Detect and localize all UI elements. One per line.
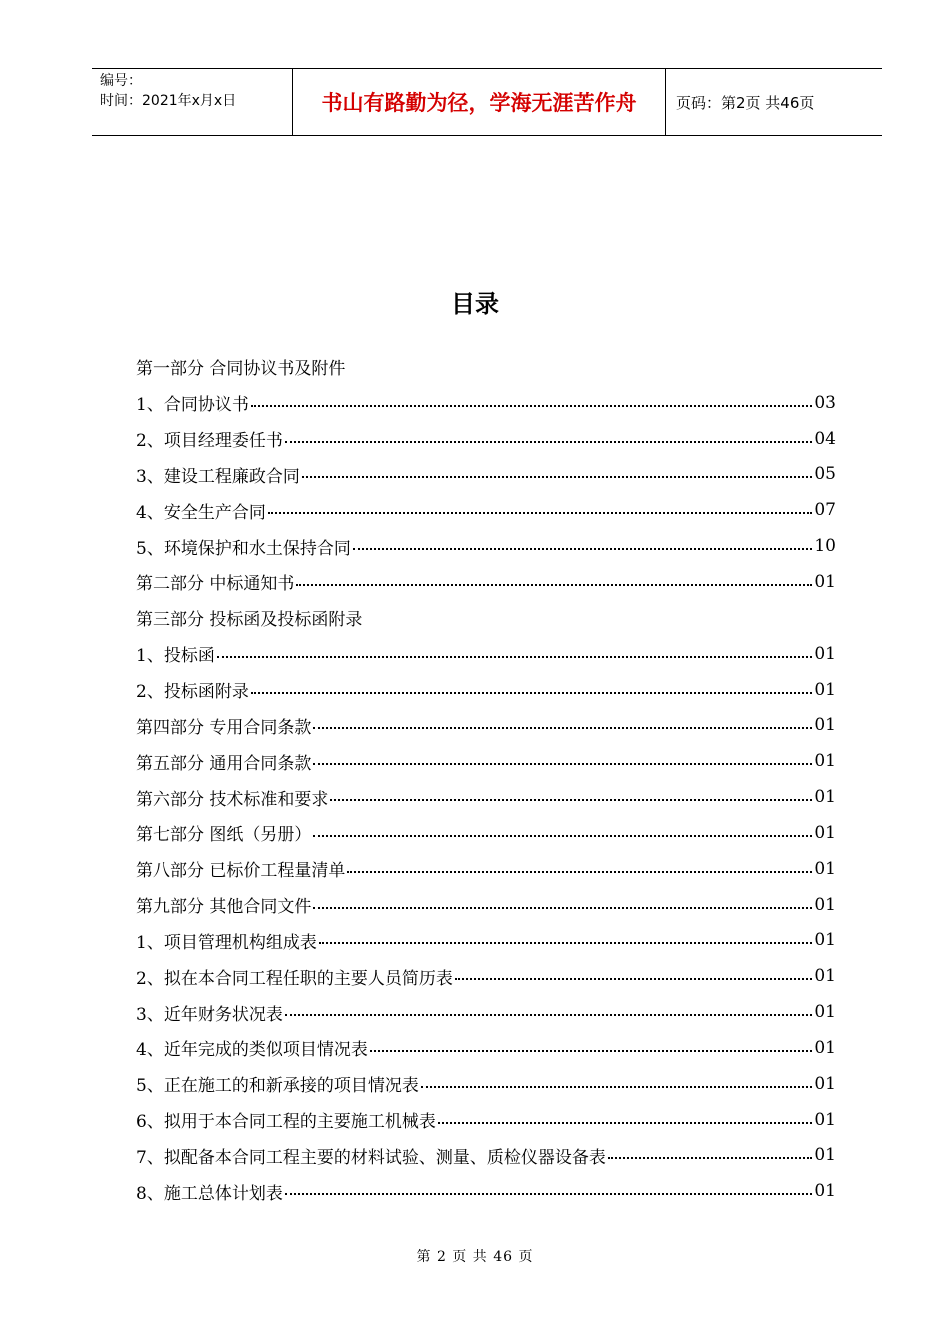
toc-entry-label: 7、拟配备本合同工程主要的材料试验、测量、质检仪器设备表 bbox=[136, 1147, 606, 1168]
toc-entry-label: 8、施工总体计划表 bbox=[136, 1183, 283, 1204]
toc-entry-page: 01 bbox=[814, 894, 836, 915]
toc-entry-label: 第三部分 投标函及投标函附录 bbox=[136, 610, 363, 631]
toc-entry-page: 01 bbox=[814, 643, 836, 664]
header-motto: 书山有路勤为径，学海无涯苦作舟 bbox=[293, 69, 666, 135]
toc-entry-label: 2、拟在本合同工程任职的主要人员简历表 bbox=[136, 968, 453, 989]
header-page-info: 页码：第2页 共46页 bbox=[676, 93, 815, 112]
toc-entry-label: 第四部分 专用合同条款 bbox=[136, 717, 312, 738]
toc-entry-label: 2、项目经理委任书 bbox=[136, 431, 283, 452]
toc-entry-page: 01 bbox=[814, 1037, 836, 1058]
time-label: 时间：2021年x月x日 bbox=[100, 93, 237, 109]
toc-leader-dots bbox=[608, 1157, 813, 1159]
toc-entry-label: 1、合同协议书 bbox=[136, 395, 249, 416]
toc-entry[interactable] bbox=[136, 743, 836, 779]
toc-entry-page: 01 bbox=[814, 1145, 836, 1166]
toc-entry-page: 01 bbox=[814, 751, 836, 772]
toc-leader-dots bbox=[313, 835, 812, 837]
toc-entry-page: 10 bbox=[814, 536, 836, 557]
toc-entry-page: 01 bbox=[814, 1073, 836, 1094]
toc-leader-dots bbox=[438, 1122, 813, 1124]
toc-entry-page: 01 bbox=[814, 930, 836, 951]
toc-entry[interactable] bbox=[136, 528, 836, 564]
toc-leader-dots bbox=[285, 1193, 813, 1195]
toc-leader-dots bbox=[313, 907, 812, 909]
toc-entry[interactable] bbox=[136, 421, 836, 457]
toc-leader-dots bbox=[421, 1086, 813, 1088]
toc-leader-dots bbox=[268, 512, 813, 514]
page-header bbox=[92, 68, 882, 136]
toc-entry[interactable] bbox=[136, 385, 836, 421]
toc-leader-dots bbox=[217, 656, 813, 658]
toc-leader-dots bbox=[296, 584, 812, 586]
toc-entry[interactable] bbox=[136, 923, 836, 959]
toc-entry-label: 2、投标函附录 bbox=[136, 682, 249, 703]
toc-entry-page: 01 bbox=[814, 571, 836, 592]
toc-entry-label: 1、投标函 bbox=[136, 646, 215, 667]
toc-entry-label: 4、安全生产合同 bbox=[136, 502, 266, 523]
toc-entry-page: 07 bbox=[814, 500, 836, 521]
toc-entry[interactable] bbox=[136, 779, 836, 815]
toc-entry[interactable] bbox=[136, 707, 836, 743]
toc-leader-dots bbox=[455, 978, 813, 980]
toc-entry[interactable] bbox=[136, 958, 836, 994]
toc-entry-page: 01 bbox=[814, 1002, 836, 1023]
toc-entry-label: 1、项目管理机构组成表 bbox=[136, 932, 317, 953]
toc-leader-dots bbox=[251, 405, 813, 407]
toc-entry-page: 01 bbox=[814, 1109, 836, 1130]
toc-entry-label: 第五部分 通用合同条款 bbox=[136, 753, 312, 774]
toc-entry-page: 01 bbox=[814, 966, 836, 987]
toc-leader-dots bbox=[285, 1014, 813, 1016]
toc-entry-label: 第二部分 中标通知书 bbox=[136, 574, 295, 595]
toc-entry-label: 5、环境保护和水土保持合同 bbox=[136, 538, 351, 559]
toc-entry-label: 6、拟用于本合同工程的主要施工机械表 bbox=[136, 1112, 436, 1133]
toc-entry-page: 03 bbox=[814, 392, 836, 413]
toc-entry-page: 01 bbox=[814, 822, 836, 843]
toc-leader-dots bbox=[285, 441, 813, 443]
toc-entry[interactable] bbox=[136, 636, 836, 672]
toc-entry[interactable] bbox=[136, 1173, 836, 1209]
toc-entry-label: 5、正在施工的和新承接的项目情况表 bbox=[136, 1076, 419, 1097]
toc-entry-label: 4、近年完成的类似项目情况表 bbox=[136, 1040, 368, 1061]
header-left-cell bbox=[92, 69, 293, 135]
table-of-contents bbox=[136, 349, 836, 1209]
toc-leader-dots bbox=[319, 942, 813, 944]
toc-entry-page: 01 bbox=[814, 858, 836, 879]
serial-label: 编号： bbox=[100, 73, 142, 89]
toc-entry-page: 01 bbox=[814, 679, 836, 700]
toc-entry-label: 第九部分 其他合同文件 bbox=[136, 897, 312, 918]
toc-entry-label: 第一部分 合同协议书及附件 bbox=[136, 359, 346, 380]
toc-entry[interactable] bbox=[136, 1102, 836, 1138]
toc-leader-dots bbox=[313, 763, 812, 765]
toc-entry[interactable] bbox=[136, 492, 836, 528]
toc-entry[interactable] bbox=[136, 349, 836, 385]
toc-leader-dots bbox=[353, 548, 813, 550]
toc-entry[interactable] bbox=[136, 887, 836, 923]
toc-entry-page: 01 bbox=[814, 715, 836, 736]
toc-entry[interactable] bbox=[136, 672, 836, 708]
toc-entry[interactable] bbox=[136, 815, 836, 851]
toc-entry[interactable] bbox=[136, 1066, 836, 1102]
toc-leader-dots bbox=[330, 799, 812, 801]
toc-entry-page: 04 bbox=[814, 428, 836, 449]
toc-leader-dots bbox=[251, 692, 813, 694]
toc-entry[interactable] bbox=[136, 1138, 836, 1174]
toc-leader-dots bbox=[347, 871, 812, 873]
toc-entry-label: 3、近年财务状况表 bbox=[136, 1004, 283, 1025]
toc-entry-label: 第六部分 技术标准和要求 bbox=[136, 789, 329, 810]
toc-entry-page: 01 bbox=[814, 787, 836, 808]
toc-entry[interactable] bbox=[136, 1030, 836, 1066]
toc-entry[interactable] bbox=[136, 564, 836, 600]
toc-entry[interactable] bbox=[136, 851, 836, 887]
page-footer: 第 2 页 共 46 页 bbox=[416, 1249, 534, 1265]
toc-entry-label: 第七部分 图纸（另册） bbox=[136, 825, 312, 846]
toc-entry-label: 第八部分 已标价工程量清单 bbox=[136, 861, 346, 882]
toc-entry[interactable] bbox=[136, 994, 836, 1030]
toc-entry[interactable] bbox=[136, 600, 836, 636]
toc-entry-label: 3、建设工程廉政合同 bbox=[136, 466, 300, 487]
toc-leader-dots bbox=[313, 727, 812, 729]
toc-entry-page: 01 bbox=[814, 1181, 836, 1202]
toc-leader-dots bbox=[370, 1050, 813, 1052]
toc-entry[interactable] bbox=[136, 457, 836, 493]
toc-entry-page: 05 bbox=[814, 464, 836, 485]
toc-leader-dots bbox=[302, 476, 813, 478]
page-title: 目录 bbox=[451, 290, 499, 318]
